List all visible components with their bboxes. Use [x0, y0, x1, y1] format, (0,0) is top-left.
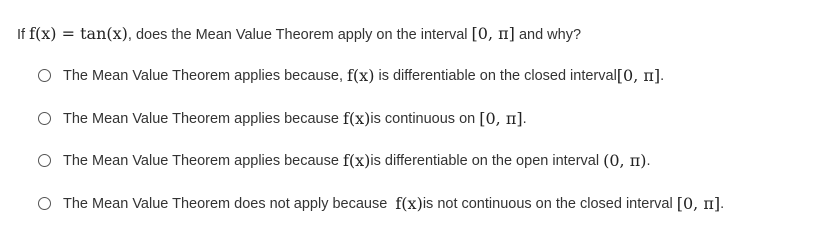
option-period: .	[660, 67, 665, 84]
option-interval: [0, π]	[479, 109, 523, 128]
option-period: .	[522, 110, 527, 127]
option-text: The Mean Value Theorem applies because	[63, 152, 339, 169]
option-text: is continuous on	[370, 110, 476, 127]
option-function: f(x)	[342, 109, 371, 128]
question-text	[17, 23, 581, 46]
question-middle: , does the Mean Value Theorem apply on the interval	[127, 27, 468, 43]
option-interval: [0, π]	[616, 66, 661, 85]
option-text: is differentiable on the closed interval	[378, 67, 617, 84]
option-text: is not continuous on the closed interval	[422, 195, 673, 212]
question-function: f(x) = tan(x)	[29, 24, 128, 43]
option-text: The Mean Value Theorem applies because	[63, 110, 339, 127]
question-prefix: If	[17, 27, 26, 43]
option-text: The Mean Value Theorem does not apply because	[63, 195, 388, 212]
question-interval: [0, π]	[471, 24, 515, 43]
option-text: The Mean Value Theorem applies because,	[63, 67, 343, 84]
radio-button[interactable]	[38, 112, 51, 125]
option-period: .	[646, 152, 651, 169]
answer-option-2[interactable]	[38, 109, 527, 128]
answer-option-1[interactable]	[38, 66, 664, 85]
option-function: f(x)	[342, 151, 371, 170]
option-function: f(x)	[347, 66, 375, 85]
question-suffix: and why?	[518, 27, 582, 43]
option-interval: (0, π)	[603, 151, 647, 170]
option-period: .	[720, 195, 725, 212]
option-function: f(x)	[395, 194, 423, 213]
answer-option-3[interactable]	[38, 151, 651, 170]
answer-option-4[interactable]	[38, 194, 724, 213]
radio-button[interactable]	[38, 154, 51, 167]
option-interval: [0, π]	[676, 194, 721, 213]
radio-button[interactable]	[38, 197, 51, 210]
radio-button[interactable]	[38, 69, 51, 82]
option-text: is differentiable on the open interval	[370, 152, 600, 169]
